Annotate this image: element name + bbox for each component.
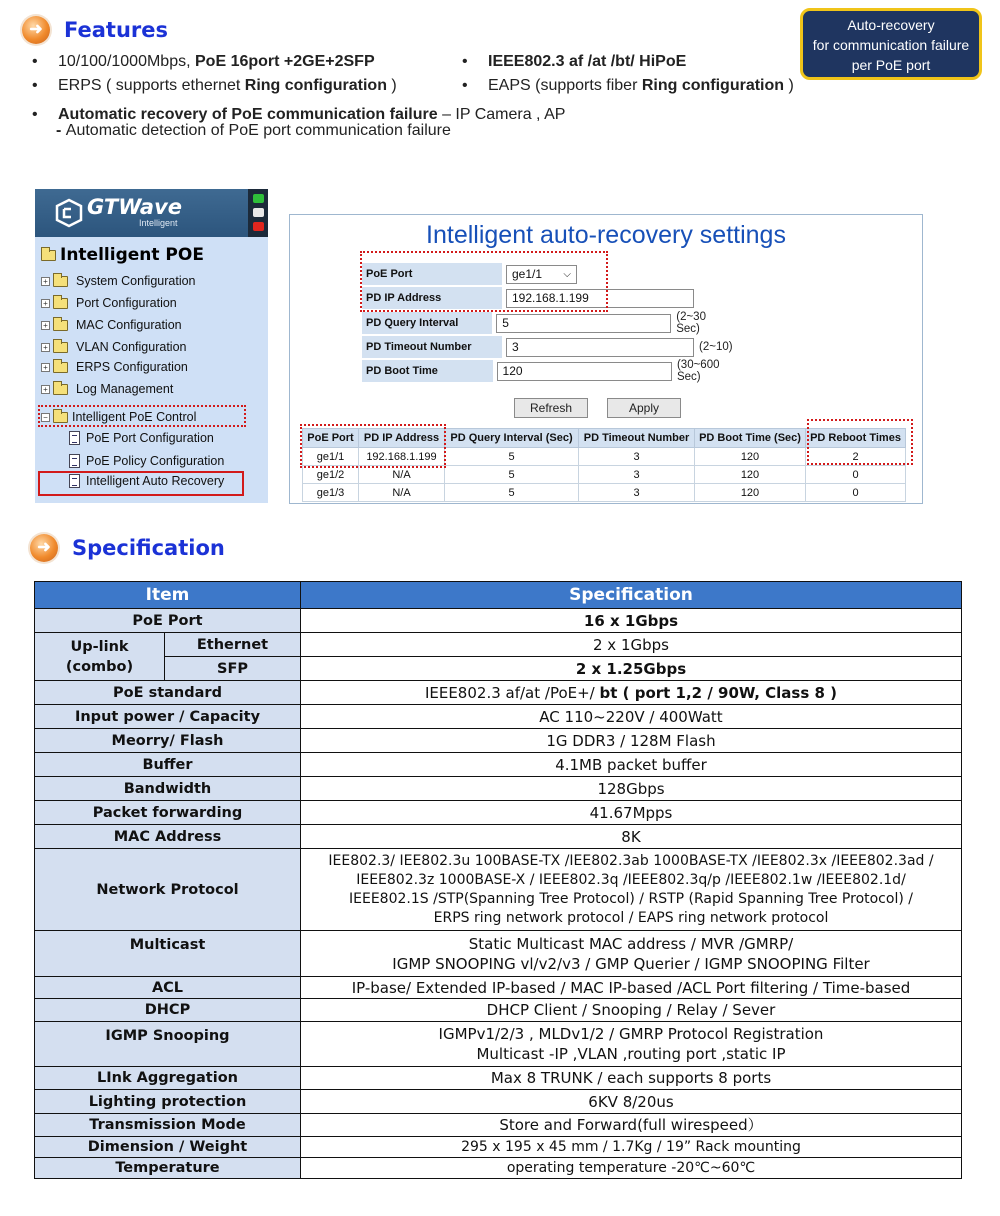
spec-value: operating temperature -20℃~60℃ (301, 1158, 962, 1179)
spec-subitem: SFP (165, 657, 301, 681)
tree-item-label: VLAN Configuration (76, 340, 187, 354)
spec-row (35, 1114, 962, 1137)
specification-heading (30, 534, 225, 562)
table-cell: 120 (695, 466, 806, 484)
minus-icon[interactable]: − (41, 413, 50, 422)
auto-recovery-settings-panel (289, 214, 923, 504)
tree-subitem-label: Intelligent Auto Recovery (86, 474, 225, 488)
tree-item-label: System Configuration (76, 274, 196, 288)
arrow-right-icon: ➜ (30, 534, 58, 562)
spec-row (35, 931, 962, 977)
tree-subitem-poe-port[interactable] (69, 431, 214, 445)
spec-value (301, 849, 962, 931)
tree-item-port[interactable] (41, 296, 177, 310)
table-cell: 3 (579, 448, 695, 466)
spec-item: PoE Port (35, 609, 301, 633)
spec-row (35, 753, 962, 777)
spec-item: Network Protocol (35, 849, 301, 931)
spec-value-line: Static Multicast MAC address / MVR /GMRP/ (468, 934, 794, 953)
spec-value: 128Gbps (301, 777, 962, 801)
tree-subitem-poe-policy[interactable] (69, 454, 224, 468)
spec-value: Max 8 TRUNK / each supports 8 ports (301, 1067, 962, 1090)
spec-row (35, 681, 962, 705)
apply-button[interactable]: Apply (607, 398, 681, 418)
tree-subitem-label: PoE Port Configuration (86, 431, 214, 445)
plus-icon[interactable]: + (41, 363, 50, 372)
spec-item: Temperature (35, 1158, 301, 1179)
table-cell: 5 (445, 466, 579, 484)
auto-recovery-badge (800, 8, 982, 80)
spec-item: Dimension / Weight (35, 1137, 301, 1158)
status-leds (248, 189, 268, 237)
feature-sub-bullet: - Automatic detection of PoE port communication failure (56, 122, 451, 139)
table-cell: 0 (806, 466, 906, 484)
feature-bullet: • 10/100/1000Mbps, PoE 16port +2GE+2SFP (32, 53, 375, 70)
form-label: PD Timeout Number (362, 336, 502, 358)
tree-item-mac[interactable] (41, 318, 182, 332)
column-header: PoE Port (303, 429, 359, 448)
spec-item: Multicast (35, 931, 301, 977)
spec-row (35, 705, 962, 729)
badge-line: per PoE port (851, 57, 931, 73)
spec-item: ACL (35, 977, 301, 999)
spec-row (35, 977, 962, 999)
form-row-query-interval (362, 312, 729, 334)
spec-row (35, 1090, 962, 1114)
tree-root-label: Intelligent POE (60, 245, 204, 265)
spec-row (35, 777, 962, 801)
plus-icon[interactable]: + (41, 321, 50, 330)
spec-value (301, 931, 962, 977)
plus-icon[interactable]: + (41, 343, 50, 352)
feature-bullet: • Automatic recovery of PoE communication failure – IP Camera , AP (32, 106, 566, 123)
tree-item-erps[interactable] (41, 360, 188, 374)
spec-row (35, 801, 962, 825)
table-cell: 120 (695, 448, 806, 466)
logo-subtext: Intelligent (139, 218, 178, 228)
spec-value: Store and Forward(full wirespeed） (301, 1114, 962, 1137)
white-led-icon (253, 208, 264, 217)
red-led-icon (253, 222, 264, 231)
gtwave-logo-icon (55, 198, 83, 228)
spec-header-spec: Specification (301, 582, 962, 609)
table-cell: 5 (445, 448, 579, 466)
features-title: Features (64, 18, 168, 42)
plus-icon[interactable]: + (41, 385, 50, 394)
spec-value: 2 x 1Gbps (301, 633, 962, 657)
plus-icon[interactable]: + (41, 299, 50, 308)
spec-value: IEEE802.3 af/at /PoE+/ bt ( port 1,2 / 90W, Class 8 ) (301, 681, 962, 705)
select-value: ge1/1 (512, 266, 543, 281)
form-label: PD IP Address (362, 287, 502, 309)
column-header: PD IP Address (359, 429, 445, 448)
arrow-right-icon: ➜ (22, 16, 50, 44)
tree-subitem-label: PoE Policy Configuration (86, 454, 225, 468)
table-cell: N/A (359, 466, 445, 484)
table-cell: 3 (579, 466, 695, 484)
spec-value-line: ERPS ring network protocol / EAPS ring network protocol (433, 909, 829, 926)
spec-header-row (35, 582, 962, 609)
spec-subitem: Ethernet (165, 633, 301, 657)
spec-item: Packet forwarding (35, 801, 301, 825)
pd-ip-input[interactable]: 192.168.1.199 (506, 289, 694, 308)
form-row-boot-time (362, 360, 742, 382)
plus-icon[interactable]: + (41, 277, 50, 286)
table-cell: 2 (806, 448, 906, 466)
table-cell: N/A (359, 484, 445, 502)
spec-item-uplink (35, 633, 165, 681)
spec-value-line: IEE802.3/ IEE802.3u 100BASE-TX /IEE802.3ab 1000BASE-TX /IEE802.3x /IEEE802.3ad / (328, 852, 934, 869)
tree-item-vlan[interactable] (41, 340, 186, 354)
refresh-button[interactable]: Refresh (514, 398, 588, 418)
spec-row (35, 1067, 962, 1090)
folder-open-icon (41, 250, 56, 261)
spec-value-line: Multicast -IP ,VLAN ,routing port ,static IP (476, 1045, 786, 1063)
badge-line: for communication failure (812, 37, 970, 53)
form-label: PD Boot Time (362, 360, 493, 382)
specification-table (34, 581, 962, 1179)
spec-row (35, 825, 962, 849)
spec-row (35, 729, 962, 753)
form-hint: (30~600 Sec) (676, 359, 720, 383)
spec-row (35, 657, 962, 681)
table-cell: 5 (445, 484, 579, 502)
folder-icon (53, 362, 68, 373)
spec-value: 4.1MB packet buffer (301, 753, 962, 777)
spec-item: LInk Aggregation (35, 1067, 301, 1090)
spec-value: 41.67Mpps (301, 801, 962, 825)
spec-value: DHCP Client / Snooping / Relay / Sever (301, 999, 962, 1022)
folder-icon (53, 298, 68, 309)
folder-icon (53, 342, 68, 353)
spec-item: Buffer (35, 753, 301, 777)
spec-row (35, 609, 962, 633)
document-icon (69, 454, 80, 468)
column-header: PD Boot Time (Sec) (695, 429, 806, 448)
highlight-box (38, 405, 246, 427)
spec-value-line: IEEE802.3z 1000BASE-X / IEEE802.3q /IEEE802.3q/p /IEEE802.1w /IEEE802.1d/ (356, 871, 906, 888)
tree-item-label: ERPS Configuration (76, 360, 188, 374)
gtwave-logo-bar (35, 189, 268, 237)
spec-row (35, 1022, 962, 1067)
table-cell: 0 (806, 484, 906, 502)
spec-row (35, 999, 962, 1022)
spec-value: AC 110~220V / 400Watt (301, 705, 962, 729)
gui-nav-panel (35, 189, 268, 503)
spec-row (35, 633, 962, 657)
feature-bullet: • IEEE802.3 af /at /bt/ HiPoE (462, 53, 687, 70)
spec-item: Meorry/ Flash (35, 729, 301, 753)
query-interval-input[interactable]: 5 (496, 314, 671, 333)
table-cell: ge1/1 (303, 448, 359, 466)
spec-row (35, 849, 962, 931)
column-header: PD Timeout Number (579, 429, 695, 448)
form-label: PD Query Interval (362, 312, 492, 334)
spec-item: DHCP (35, 999, 301, 1022)
column-header: PD Query Interval (Sec) (445, 429, 579, 448)
highlight-box (807, 419, 913, 465)
table-cell: ge1/3 (303, 484, 359, 502)
spec-item: PoE standard (35, 681, 301, 705)
tree-item-label: MAC Configuration (76, 318, 182, 332)
spec-value-line: IGMP SNOOPING vl/v2/v3 / GMP Querier / IGMP SNOOPING Filter (392, 954, 870, 973)
timeout-number-input[interactable]: 3 (506, 338, 694, 357)
table-cell: 3 (579, 484, 695, 502)
spec-item: Transmission Mode (35, 1114, 301, 1137)
spec-value: 295 x 195 x 45 mm / 1.7Kg / 19” Rack mounting (301, 1137, 962, 1158)
highlight-box (360, 251, 608, 312)
spec-item: Input power / Capacity (35, 705, 301, 729)
table-row (303, 466, 906, 484)
spec-value: 6KV 8/20us (301, 1090, 962, 1114)
folder-icon (53, 276, 68, 287)
form-row-timeout (362, 336, 733, 358)
logo-text: GTWave (87, 195, 183, 219)
table-cell: ge1/2 (303, 466, 359, 484)
feature-bullet: • ERPS ( supports ethernet Ring configuration ) (32, 77, 397, 94)
document-icon (69, 431, 80, 445)
form-hint: (2~30 Sec) (676, 311, 706, 335)
spec-item-line: (combo) (65, 658, 134, 675)
folder-icon (53, 320, 68, 331)
feature-bullet: • EAPS (supports fiber Ring configuration ) (462, 77, 794, 94)
tree-item-log[interactable] (41, 382, 173, 396)
spec-value: 2 x 1.25Gbps (301, 657, 962, 681)
tree-item-label: Intelligent PoE Control (72, 410, 197, 424)
tree-item-system[interactable] (41, 274, 196, 288)
table-cell: 192.168.1.199 (359, 448, 445, 466)
specification-title: Specification (72, 536, 225, 560)
spec-item: Lighting protection (35, 1090, 301, 1114)
boot-time-input[interactable]: 120 (497, 362, 672, 381)
spec-item-line: Up-link (70, 638, 129, 655)
settings-title: Intelligent auto-recovery settings (426, 221, 786, 249)
tree-item-label: Port Configuration (76, 296, 177, 310)
folder-icon (53, 384, 68, 395)
highlight-box (300, 424, 446, 468)
spec-row (35, 1137, 962, 1158)
green-led-icon (253, 194, 264, 203)
spec-item: Bandwidth (35, 777, 301, 801)
table-row (303, 484, 906, 502)
features-heading (22, 16, 168, 44)
tree-item-label: Log Management (76, 382, 174, 396)
form-hint: (2~10) (699, 341, 733, 353)
chevron-down-icon: ⌵ (563, 268, 571, 280)
spec-value-line: IEEE802.1S /STP(Spanning Tree Protocol) / RSTP (Rapid Spanning Tree Protocol) / (349, 890, 913, 907)
spec-value (301, 1022, 962, 1067)
spec-header-item: Item (35, 582, 301, 609)
badge-line: Auto-recovery (847, 17, 935, 33)
column-header: PD Reboot Times (806, 429, 906, 448)
highlight-box (38, 471, 244, 496)
spec-value: 16 x 1Gbps (301, 609, 962, 633)
spec-value-line: IGMPv1/2/3 , MLDv1/2 / GMRP Protocol Registration (438, 1025, 824, 1043)
spec-item: IGMP Snooping (35, 1022, 301, 1067)
form-label: PoE Port (362, 263, 502, 285)
spec-value: IP-base/ Extended IP-based / MAC IP-based /ACL Port filtering / Time-based (301, 977, 962, 999)
spec-row (35, 1158, 962, 1179)
spec-value: 1G DDR3 / 128M Flash (301, 729, 962, 753)
spec-item: MAC Address (35, 825, 301, 849)
tree-root[interactable] (41, 245, 204, 265)
table-cell: 120 (695, 484, 806, 502)
spec-value: 8K (301, 825, 962, 849)
